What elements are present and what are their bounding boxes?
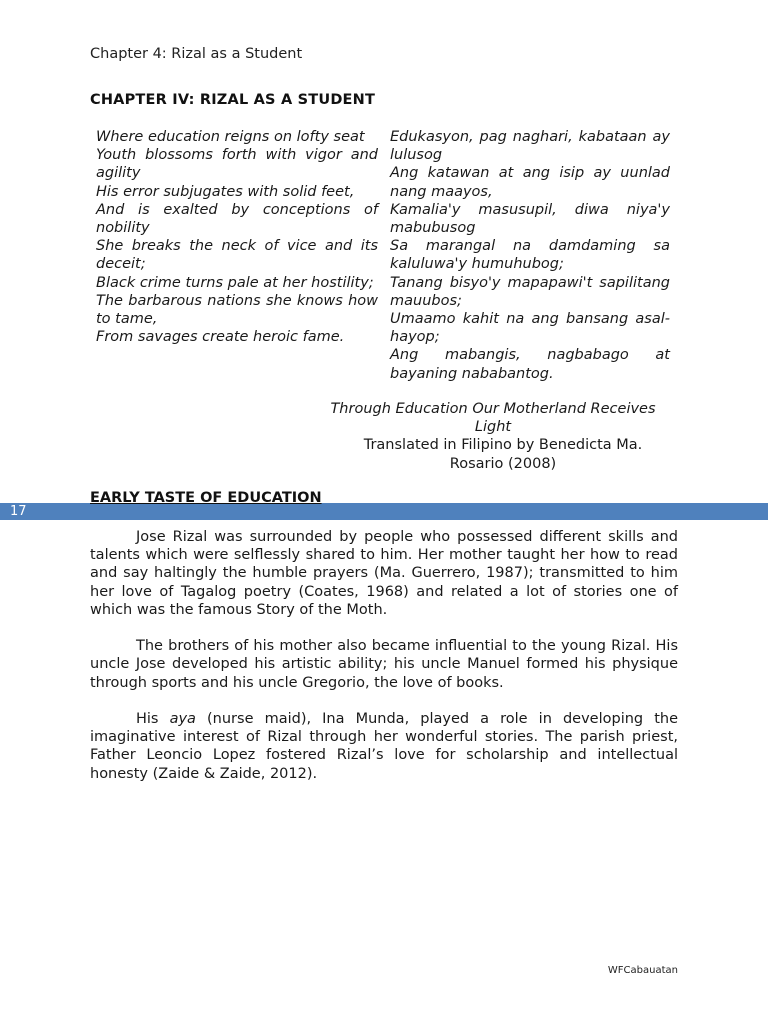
poem-line: She breaks the neck of vice and its deceit; [96, 238, 378, 273]
poem-attribution [318, 400, 668, 473]
poem-line: His error subjugates with solid feet, [96, 183, 355, 200]
poem-line: And is exalted by conceptions of nobility [96, 201, 378, 237]
paragraph [90, 710, 678, 783]
paragraph: Jose Rizal was surrounded by people who possessed different skills and talents which were selflessly shared to him. Her mother taught her how to read and say haltingly the humble prayers (Ma. Guerrero, 1987); transmitted to him her love of Tagalog poetry (Coates, 1968) and related a lot of stories one of which was the famous Story of the Moth. [90, 529, 678, 618]
paragraph-text: His [136, 711, 170, 727]
paragraph-text: (nurse maid), Ina Munda, played a role in developing the imaginative interest of Rizal through her wonderful stories. The parish priest, Father Leoncio Lopez fostered Rizal’s love for scholarship and intellectual honesty (Zaide & Zaide, 2012). [90, 711, 678, 782]
footer-author: WFCabauatan [607, 965, 678, 976]
page-number: 17 [10, 504, 27, 519]
poem-line: Sa marangal na damdaming sa kaluluwa'y humuhubog; [390, 238, 670, 273]
poem-line: Kamalia'y masusupil, diwa niya'y mabubusog [390, 201, 670, 237]
poem-line: Edukasyon, pag naghari, kabataan ay lulusog [390, 129, 670, 164]
poem-line: The barbarous nations she knows how to tame, [96, 292, 378, 328]
poem-line: Youth blossoms forth with vigor and agility [96, 147, 378, 182]
section-heading: EARLY TASTE OF EDUCATION [90, 490, 322, 506]
poem-line: From savages create heroic fame. [96, 329, 345, 346]
poem-line: Tanang bisyo'y mapapawi't sapilitang mauubos; [390, 274, 670, 309]
chapter-title: CHAPTER IV: RIZAL AS A STUDENT [90, 92, 376, 108]
poem-line: Where education reigns on lofty seat [96, 129, 365, 145]
italic-term: aya [169, 711, 196, 727]
poem-filipino [390, 128, 670, 383]
section-body [90, 528, 678, 801]
poem-line: Black crime turns pale at her hostility; [96, 274, 374, 291]
translator-credit: Translated in Filipino by Benedicta Ma. Rosario (2008) [363, 437, 643, 472]
poem-english [96, 128, 378, 346]
running-header: Chapter 4: Rizal as a Student [90, 46, 303, 62]
poem-line: Umaamo kahit na ang bansang asal-hayop; [390, 311, 670, 346]
poem-line: Ang katawan at ang isip ay uunlad nang maayos, [390, 165, 670, 200]
poem-line: Ang mabangis, nagbabago at bayaning nababantog. [390, 347, 670, 382]
paragraph: The brothers of his mother also became influential to the young Rizal. His uncle Jose developed his artistic ability; his uncle Manuel formed his physique through sports and his uncle Gregorio, the love of books. [90, 638, 678, 691]
poem-title: Through Education Our Motherland Receives Light [330, 401, 656, 436]
